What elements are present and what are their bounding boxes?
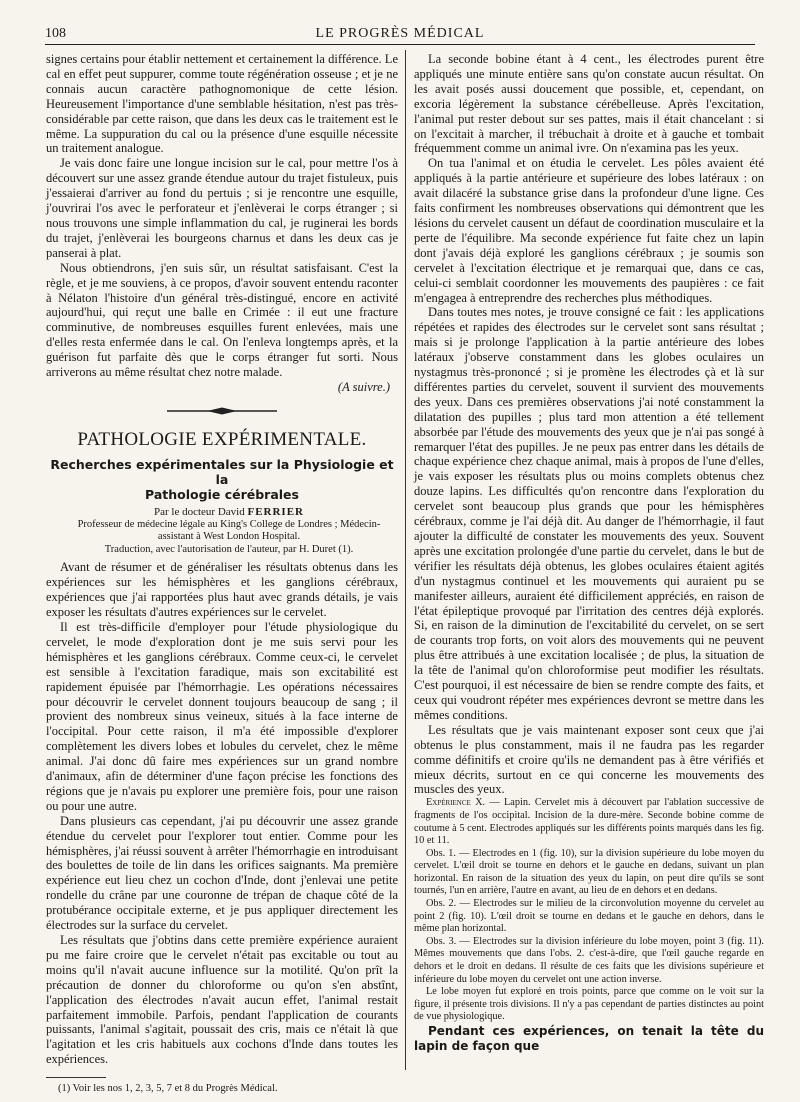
section-heading: PATHOLOGIE EXPÉRIMENTALE. bbox=[77, 428, 367, 450]
paragraph: Dans toutes mes notes, je trouve consigné ce fait : les applications répétées et rapides des électrodes sur le cervelet sont sans résultat ; mais si je prolonge l'application à la partie antérieure des lobes latéraux j'observe constamment dans les globes oculaires un nystagmus très-prononcé ; si je promène les électrodes çà et là sur différentes parties du cervelet, souvent il survient des mouvements des yeux. Dans ces premières observations j'ai noté constamment la dilatation des pupilles ; plus tard mon attention a été tellement absorbée par l'étude des mouvements des yeux que je n'ai pas songé à remarquer l'état des pupilles. Je ne peux pas entrer dans les détails de chaque expérience chez chaque animal, mais à propos de l'une d'elles, je vais exposer les résultats plus ou moins complets obtenus chez douze lapins. Les difficultés qu'on rencontre dans l'exploration du cervelet sont beaucoup plus grands que pour les hémisphères cérébraux, comme je l'ai déjà dit. Au danger de l'hémorrhagie, il faut ajouter la difficulté de constater les mouvements des yeux. Souvent après une excitation prolongée d'une partie du cervelet, dans le but de vérifier les résultats déjà obtenus, les globes oculaires étaient agités d'un nystagmus continuel et les mouvements qui auraient pu se manifester ailleurs, auraient été difficilement appréciés, en raison de l'état épileptique provoqué par l'irritation des centres déjà explorés. Si, en raison de la diminution de l'excitabilité du cervelet, on se sert de courants trop forts, on voit alors des mouvements qui ne peuvent plus être attribués à une excitation localisée ; de plus, la situation de la tête de l'animal qu'on chloroformise peut modifier les résultats. C'est pourquoi, il est nécessaire de bien se rendre compte des faits, et ceux qui voudront répéter mes expériences devront se mettre dans les mêmes conditions. bbox=[414, 305, 764, 722]
article-title bbox=[46, 457, 398, 502]
experiment-record bbox=[414, 797, 764, 847]
page-number: 108 bbox=[45, 26, 66, 41]
column-divider bbox=[405, 50, 406, 1070]
paragraph: On tua l'animal et on étudia le cervelet. Les pôles avaient été appliqués à la partie antérieure et supérieure des lobes latéraux : on avait dilacéré la substance grise dans la profondeur d'une ligne. Ces faits confirment les nombreuses observations qui démontrent que les lésions du cervelet causent un défaut de coordination musculaire et la perte de l'équilibre. Ma seconde expérience fut faite chez un lapin dont j'avais déjà exploré les ganglions cérébraux ; je soumis son cervelet à l'excitation électrique et je remarquai que, dans ce cas, celui-ci semblait coordonner les mouvements des paupières : ce fait m'engagea à entreprendre des recherches plus méthodiques. bbox=[414, 156, 764, 305]
left-column bbox=[46, 52, 398, 1095]
paragraph: La seconde bobine étant à 4 cent., les électrodes purent être appliqués une minute entière sans qu'on constate aucun résultat. On les avait posés aussi doucement que possible, et, cependant, on excoria légèrement la substance cérébelleuse. Après l'excitation, l'animal put rester debout sur ses pattes, mais il était chancelant : si on l'excitait à marcher, il trébuchait à droite et à gauche et tombait fréquemment comme un animal ivre. On n'examina pas les yeux. bbox=[414, 52, 764, 156]
footnote-rule bbox=[46, 1077, 106, 1078]
paragraph: Il est très-difficile d'employer pour l'étude physiologique du cervelet, le mode d'exploration dont je me suis servi pour les hémisphères et les ganglions cérébraux. Comme ceux-ci, le cervelet est sensible à l'excitation faradique, mais son excitabilité est rapidement épuisée par l'hémorrhagie. Les opérations nécessaires pour découvrir le cervelet donnent toujours beaucoup de sang ; il provient des nombreux sinus veineux, situés à la face interne de l'occipital. Pour cette raison, il m'a été impossible d'explorer complètement les divers lobes et lobules du cervelet, chez le même animal. J'ai donc dû faire mes expériences sur un grand nombre d'animaux, afin de déterminer d'une façon précise les fonctions des régions que je n'avais pu explorer une première fois, pour une raison ou pour une autre. bbox=[46, 619, 398, 813]
ornament-divider bbox=[167, 407, 277, 415]
author-affiliation: assistant à West London Hospital. bbox=[157, 531, 301, 543]
article-title-line: Recherches expérimentales sur la Physiologie et la bbox=[50, 456, 394, 487]
right-column bbox=[414, 52, 764, 1070]
paragraph: Pendant ces expériences, on tenait la tête du lapin de façon que bbox=[414, 1024, 764, 1053]
experiment-label: Expérience X. bbox=[426, 797, 486, 809]
paragraph: Avant de résumer et de généraliser les résultats obtenus dans les expériences sur les hémisphères et les ganglions cérébraux, expériences que j'ai rapportées plus haut avec grands détails, je vais exposer les résultats d'autres expériences sur le cervelet. bbox=[46, 560, 398, 620]
byline-prefix: Par le docteur David bbox=[154, 505, 245, 518]
to-be-continued: (A suivre.) bbox=[337, 379, 390, 394]
page-header bbox=[45, 26, 755, 46]
paragraph: Je vais donc faire une longue incision sur le cal, pour mettre l'os à découvert sur une assez grande étendue autour du trajet fistuleux, puis j'essaierai d'arriver au fond du pertuis ; si je rencontre une esquille, j'ouvrirai l'os avec le perforateur et j'enlèverai le corps étranger ; si nous trouvons une simple inflammation du cal, je ruginerai les bords du trajet, j'enlèverai les bourgeons charnus et dans les deux cas je panserai à plat. bbox=[46, 156, 398, 260]
byline bbox=[46, 506, 398, 519]
experiment-text: — Lapin. Cervelet mis à découvert par l'ablation successive de fragments de l'os occipital. Incision de la dure-mère. Seconde bobine comme de coutume à 5 cent. Electrodes appliqués sur les différents points marqués dans les fig. 10 et 11. bbox=[414, 797, 764, 847]
observation: Obs. 2. — Electrodes sur le milieu de la circonvolution moyenne du cervelet au point 2 (fig. 10). L'œil droit se tourne en dedans et le gauche en dehors, dans le même plan horizontal. bbox=[414, 898, 764, 935]
footnote: (1) Voir les nos 1, 2, 3, 5, 7 et 8 du Progrès Médical. bbox=[58, 1083, 278, 1095]
paragraph: signes certains pour établir nettement et certainement la différence. Le cal en effet peut suppurer, comme toute régénération osseuse ; et je ne connais aucun caractère pathognomonique de cette lésion. Heureusement l'importance d'une semblable hésitation, n'est pas très-considérable par cette raison, que dans les deux cas le traitement est le même. La suppuration du cal ou la présence d'une esquille nécessite un traitement analogue. bbox=[46, 52, 398, 156]
observation: Obs. 1. — Electrodes en 1 (fig. 10), sur la division supérieure du lobe moyen du cervelet. L'œil droit se tourne en dehors et le gauche en dedans, suivant un plan horizontal. En raison de la situation des yeux du lapin, on peut dire qu'ils se sont tournés, l'un en arrière, l'autre en avant, au lieu de en dehors et en dedans. bbox=[414, 847, 764, 897]
author-name: FERRIER bbox=[247, 505, 304, 518]
author-affiliation: Professeur de médecine légale au King's College de Londres ; Médecin- bbox=[77, 518, 381, 530]
translation-note: Traduction, avec l'autorisation de l'auteur, par H. Duret (1). bbox=[104, 543, 354, 555]
paragraph: Les résultats que je vais maintenant exposer sont ceux que j'ai obtenus le plus constamment, mais il ne faudra pas les regarder comme définitifs et croire qu'ils ne demandent pas à être vérifiés et mieux décrits, surtout en ce qui concerne les mouvements des muscles des yeux. bbox=[414, 722, 764, 797]
header-rule bbox=[45, 44, 755, 45]
observation: Obs. 3. — Electrodes sur la division inférieure du lobe moyen, point 3 (fig. 11). Mêmes mouvements que dans l'obs. 2. c'est-à-dire, que l'œil gauche regarde en dehors et le droit en dedans. Il résulte de ces faits que les divisions supérieure et inférieure du lobe moyen du cervelet ont une action inverse. bbox=[414, 935, 764, 985]
journal-title: LE PROGRÈS MÉDICAL bbox=[315, 26, 485, 41]
paragraph: Les résultats que j'obtins dans cette première expérience auraient pu me faire croire que le cervelet n'était pas excitable ou tout au moins qu'il n'avait aucune influence sur la motilité. Qu'on prît la précaution de donner du chloroforme ou qu'on s'en abstînt, l'application des électrodes n'avait aucun effet, l'animal restait parfaitement immobile. Parfois, pendant l'application de courants puissants, l'animal s'agitait, poussait des cris, mais ce n'était là que l'agitation et les cris habituels aux cochons d'Inde dans toutes les expériences. bbox=[46, 933, 398, 1067]
paragraph: Dans plusieurs cas cependant, j'ai pu découvrir une assez grande étendue du cervelet pour l'explorer tout entier. Comme pour les hémisphères, j'ai réussi souvent à arrêter l'hémorrhagie en introduisant des boulettes de toile de lin dans les orifices saignants. Ma première expérience eut lieu chez un cochon d'Inde, dont j'enlevai une petite rondelle du crâne par une couronne de trépan de chaque côté de la protubérance occipitale externe, et je pus appliquer directement les électrodes sur la surface du cervelet. bbox=[46, 813, 398, 933]
paragraph: Nous obtiendrons, j'en suis sûr, un résultat satisfaisant. C'est la règle, et je me souviens, à ce propos, d'avoir souvent entendu raconter à Nélaton l'histoire d'un général très-distingué, encore en activité aujourd'hui, qui reçut une balle en Crimée : il eut une fracture comminutive, de nombreuses esquilles furent enlevées, mais une d'elles resta enfermée dans le cal. On l'enleva longtemps après, et la guérison fut parfaite dès que le corps étranger fut sorti. Nous arriverons au même résultat chez notre malade. bbox=[46, 260, 398, 380]
paragraph: Le lobe moyen fut exploré en trois points, parce que comme on le voit sur la figure, il présente trois divisions. Il n'y a pas cependant de parties distinctes au point de vue physiologique. bbox=[414, 986, 764, 1023]
article-title-line: Pathologie cérébrales bbox=[145, 486, 299, 502]
